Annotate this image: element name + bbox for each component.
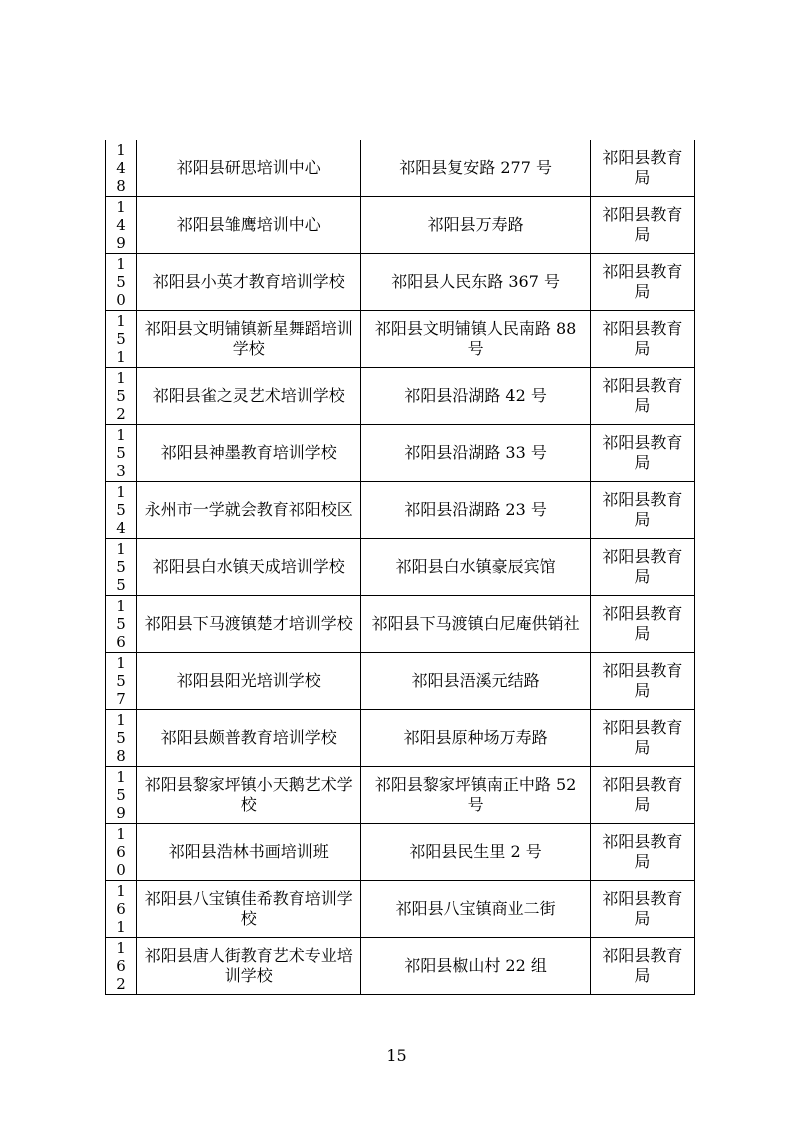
row-number-digit: 0 (116, 861, 126, 879)
row-number-digit: 1 (116, 654, 126, 672)
supervising-department: 祁阳县教育局 (590, 197, 694, 254)
school-address: 祁阳县沿湖路 42 号 (361, 368, 590, 425)
school-address: 祁阳县人民东路 367 号 (361, 254, 590, 311)
table-row (106, 368, 695, 425)
school-address: 祁阳县民生里 2 号 (361, 824, 590, 881)
school-name: 祁阳县白水镇天成培训学校 (137, 539, 361, 596)
row-number-digit: 4 (116, 216, 126, 234)
row-number-digit: 2 (116, 975, 126, 993)
school-name: 祁阳县下马渡镇楚才培训学校 (137, 596, 361, 653)
table-row (106, 881, 695, 938)
row-number-digit: 1 (116, 711, 126, 729)
row-number-digit: 8 (116, 747, 126, 765)
school-address: 祁阳县文明铺镇人民南路 88 号 (361, 311, 590, 368)
row-number-digit: 5 (116, 786, 126, 804)
row-number-digit: 1 (116, 597, 126, 615)
row-number-digit: 1 (116, 540, 126, 558)
supervising-department: 祁阳县教育局 (590, 938, 694, 995)
table-row (106, 767, 695, 824)
row-number-digit: 5 (116, 672, 126, 690)
row-number (106, 254, 137, 311)
row-number (106, 197, 137, 254)
table-row (106, 596, 695, 653)
row-number-digit: 7 (116, 690, 126, 708)
supervising-department: 祁阳县教育局 (590, 539, 694, 596)
supervising-department: 祁阳县教育局 (590, 368, 694, 425)
school-name: 祁阳县文明铺镇新星舞蹈培训学校 (137, 311, 361, 368)
school-name: 祁阳县神墨教育培训学校 (137, 425, 361, 482)
school-address: 祁阳县复安路 277 号 (361, 140, 590, 197)
school-address: 祁阳县下马渡镇白尼庵供销社 (361, 596, 590, 653)
school-address: 祁阳县八宝镇商业二街 (361, 881, 590, 938)
table-row (106, 482, 695, 539)
school-table (105, 140, 695, 995)
row-number-digit: 1 (116, 312, 126, 330)
row-number-digit: 5 (116, 558, 126, 576)
school-name: 祁阳县颇普教育培训学校 (137, 710, 361, 767)
school-address: 祁阳县白水镇豪辰宾馆 (361, 539, 590, 596)
supervising-department: 祁阳县教育局 (590, 881, 694, 938)
table-row (106, 311, 695, 368)
row-number-digit: 4 (116, 159, 126, 177)
school-address: 祁阳县沿湖路 23 号 (361, 482, 590, 539)
table-row (106, 938, 695, 995)
row-number-digit: 6 (116, 957, 126, 975)
row-number-digit: 6 (116, 843, 126, 861)
supervising-department: 祁阳县教育局 (590, 140, 694, 197)
table-row (106, 824, 695, 881)
row-number (106, 710, 137, 767)
school-name: 祁阳县八宝镇佳希教育培训学校 (137, 881, 361, 938)
row-number-digit: 1 (116, 369, 126, 387)
row-number-digit: 1 (116, 348, 126, 366)
row-number-digit: 6 (116, 900, 126, 918)
row-number (106, 596, 137, 653)
row-number (106, 767, 137, 824)
table-row (106, 539, 695, 596)
supervising-department: 祁阳县教育局 (590, 254, 694, 311)
row-number (106, 311, 137, 368)
supervising-department: 祁阳县教育局 (590, 482, 694, 539)
row-number-digit: 1 (116, 939, 126, 957)
school-name: 祁阳县黎家坪镇小天鹅艺术学校 (137, 767, 361, 824)
row-number-digit: 5 (116, 330, 126, 348)
supervising-department: 祁阳县教育局 (590, 425, 694, 482)
row-number (106, 881, 137, 938)
table-row (106, 425, 695, 482)
row-number (106, 824, 137, 881)
row-number-digit: 9 (116, 804, 126, 822)
supervising-department: 祁阳县教育局 (590, 710, 694, 767)
row-number-digit: 5 (116, 576, 126, 594)
row-number-digit: 9 (116, 234, 126, 252)
table-row (106, 197, 695, 254)
school-name: 祁阳县浩林书画培训班 (137, 824, 361, 881)
row-number-digit: 5 (116, 615, 126, 633)
supervising-department: 祁阳县教育局 (590, 311, 694, 368)
school-name: 祁阳县研思培训中心 (137, 140, 361, 197)
row-number-digit: 2 (116, 405, 126, 423)
row-number-digit: 8 (116, 177, 126, 195)
row-number (106, 938, 137, 995)
school-address: 祁阳县浯溪元结路 (361, 653, 590, 710)
table-row (106, 710, 695, 767)
row-number-digit: 1 (116, 141, 126, 159)
row-number-digit: 1 (116, 825, 126, 843)
row-number-digit: 1 (116, 426, 126, 444)
row-number-digit: 0 (116, 291, 126, 309)
school-address: 祁阳县沿湖路 33 号 (361, 425, 590, 482)
row-number-digit: 5 (116, 273, 126, 291)
row-number-digit: 5 (116, 729, 126, 747)
row-number (106, 368, 137, 425)
supervising-department: 祁阳县教育局 (590, 596, 694, 653)
table-row (106, 254, 695, 311)
page-number: 15 (386, 1046, 407, 1065)
supervising-department: 祁阳县教育局 (590, 824, 694, 881)
supervising-department: 祁阳县教育局 (590, 767, 694, 824)
school-name: 永州市一学就会教育祁阳校区 (137, 482, 361, 539)
row-number (106, 539, 137, 596)
school-name: 祁阳县小英才教育培训学校 (137, 254, 361, 311)
row-number (106, 653, 137, 710)
row-number-digit: 5 (116, 387, 126, 405)
school-name: 祁阳县唐人街教育艺术专业培训学校 (137, 938, 361, 995)
row-number-digit: 1 (116, 198, 126, 216)
row-number-digit: 1 (116, 255, 126, 273)
school-address: 祁阳县黎家坪镇南正中路 52 号 (361, 767, 590, 824)
row-number-digit: 5 (116, 444, 126, 462)
table-row (106, 653, 695, 710)
supervising-department: 祁阳县教育局 (590, 653, 694, 710)
row-number-digit: 1 (116, 483, 126, 501)
school-name: 祁阳县阳光培训学校 (137, 653, 361, 710)
row-number-digit: 4 (116, 519, 126, 537)
row-number-digit: 3 (116, 462, 126, 480)
row-number-digit: 1 (116, 918, 126, 936)
table-row (106, 140, 695, 197)
school-name: 祁阳县雏鹰培训中心 (137, 197, 361, 254)
row-number-digit: 6 (116, 633, 126, 651)
school-address: 祁阳县万寿路 (361, 197, 590, 254)
row-number-digit: 1 (116, 882, 126, 900)
row-number (106, 482, 137, 539)
school-address: 祁阳县椒山村 22 组 (361, 938, 590, 995)
row-number-digit: 5 (116, 501, 126, 519)
row-number-digit: 1 (116, 768, 126, 786)
school-address: 祁阳县原种场万寿路 (361, 710, 590, 767)
row-number (106, 425, 137, 482)
row-number (106, 140, 137, 197)
school-name: 祁阳县雀之灵艺术培训学校 (137, 368, 361, 425)
